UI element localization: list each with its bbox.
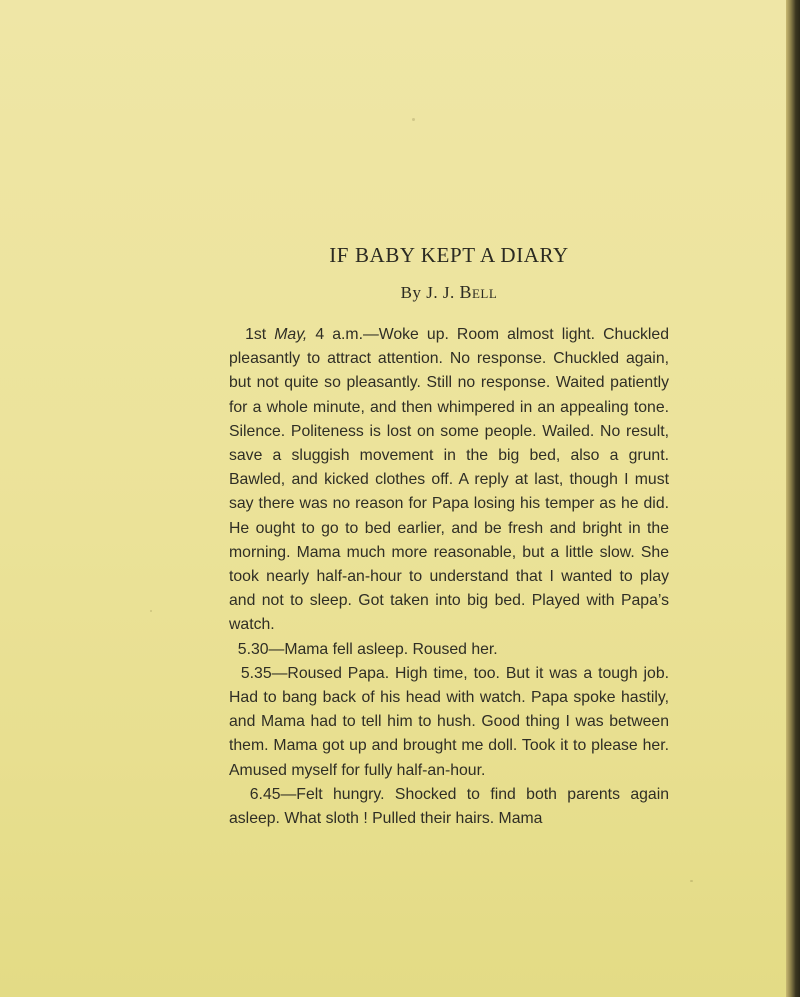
entry-text: 6.45—Felt hungry. Shocked to find both parents again asleep. What sloth ! Pulled their hairs. Mama (229, 785, 670, 828)
entry-text: 5.35—Roused Papa. High time, too. But it was a tough job. Had to bang back of his head with watch. Papa spoke hastily, and Mama had to tell him to hush. Good thing I was between them. Mama got up and brought me doll. Took it to please her. Amused myself for fully half-an-hour. (229, 664, 670, 779)
diary-entry (229, 662, 669, 783)
byline-prefix: By J. J. (400, 283, 455, 302)
paper-speck (150, 610, 152, 612)
byline-author: Bell (459, 282, 498, 302)
article (229, 243, 669, 831)
diary-entry (229, 638, 669, 662)
diary-entry-first (229, 323, 669, 638)
article-byline (229, 282, 669, 303)
paper-speck (412, 118, 415, 121)
paper-speck (690, 880, 693, 882)
entry-date-month: May, (274, 326, 308, 343)
entry-date-prefix: 1st (245, 326, 267, 343)
entry-text: 4 a.m.—Woke up. Room almost light. Chuckled pleasantly to attract attention. No response. Chuckled again, but not quite so pleasantly. Still no response. Waited patiently for a whole minute, and then whimpered in an appealing tone. Silence. Politeness is lost on some people. Wailed. No result, save a sluggish movement in the big bed, also a grunt. Bawled, and kicked clothes off. A reply at last, though I must say there was no reason for Papa losing his temper as he did. He ought to go to bed earlier, and be fresh and bright in the morning. Mama much more reasonable, but a little slow. She took nearly half-an-hour to understand that I wanted to play and not to sleep. Got taken into big bed. Played with Papa’s watch. (229, 326, 669, 634)
page-edge-shadow (786, 0, 800, 997)
entry-text: 5.30—Mama fell asleep. Roused her. (237, 640, 498, 658)
diary-entry (229, 783, 669, 831)
article-title: IF BABY KEPT A DIARY (329, 243, 569, 267)
